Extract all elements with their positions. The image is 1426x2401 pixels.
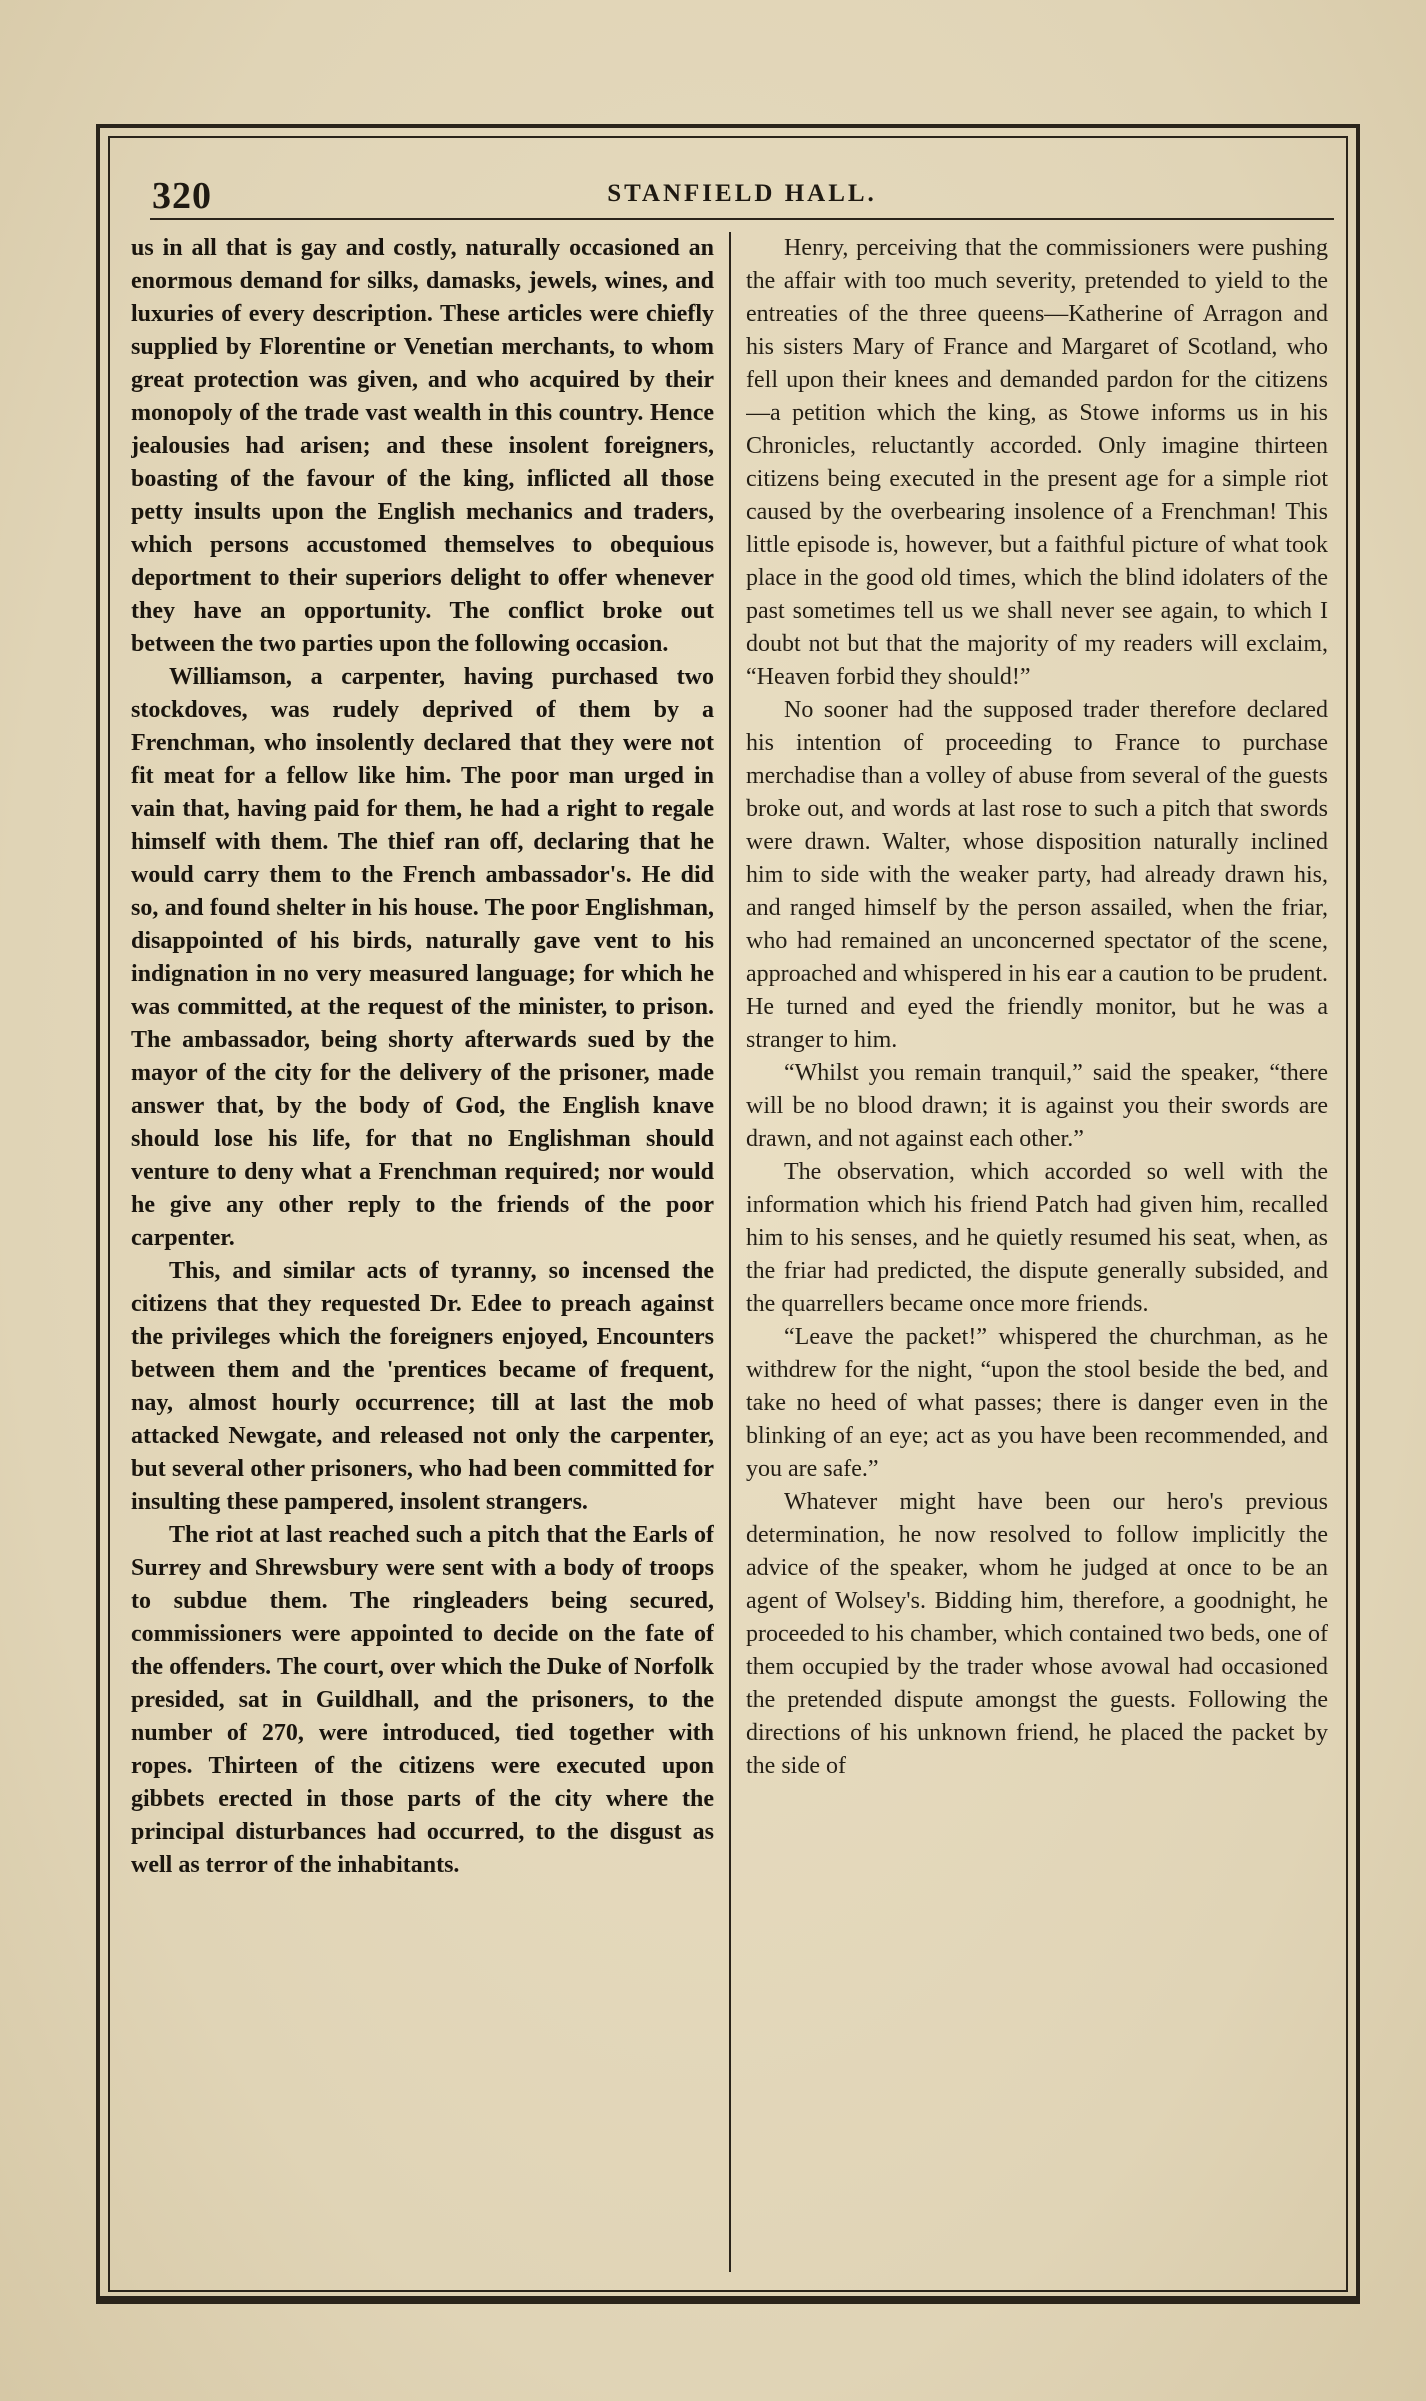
right-paragraph-2: No sooner had the supposed trader therefore declared his intention of proceeding to France to purchase merchadise than a volley of abuse from several of the guests broke out, and words at last rose to such a pitch that swords were drawn. Walter, whose disposition naturally inclined him to side with the weaker party, had already drawn his, and ranged himself by the person assailed, when the friar, who had remained an unconcerned spectator of the scene, approached and whispered in his ear a caution to be prudent. He turned and eyed the friendly monitor, but he was a stranger to him. [746,697,1328,1053]
left-column [131,232,714,2272]
right-paragraph-5: “Leave the packet!” whispered the churchman, as he withdrew for the night, “upon the stool beside the bed, and take no heed of what passes; there is danger even in the blinking of an eye; act as you have been recommended, and you are safe.” [746,1324,1328,1482]
right-paragraph-4: The observation, which accorded so well with the information which his friend Patch had given him, recalled him to his senses, and he quietly resumed his seat, when, as the friar had predicted, the dispute generally subsided, and the quarrellers became once more friends. [746,1159,1328,1317]
right-paragraph-3: “Whilst you remain tranquil,” said the speaker, “there will be no blood drawn; it is against you their swords are drawn, and not against each other.” [746,1060,1328,1152]
right-column [746,232,1328,2272]
column-divider [729,232,731,2272]
page-number: 320 [152,175,212,217]
bottom-rule [96,2296,1360,2302]
page-header [150,166,1334,220]
left-paragraph-2: Williamson, a carpenter, having purchased two stockdoves, was rudely deprived of them by a Frenchman, who insolently declared that they were not fit meat for a fellow like him. The poor man urged in vain that, having paid for them, he had a right to regale himself with them. The thief ran off, declaring that he would carry them to the French ambassador's. He did so, and found shelter in his house. The poor Englishman, disappointed of his birds, naturally gave vent to his indignation in no very measured language; for which he was committed, at the request of the minister, to prison. The ambassador, being shorty afterwards sued by the mayor of the city for the delivery of the prisoner, made answer that, by the body of God, the English knave should lose his life, for that no Englishman should venture to deny what a Frenchman required; nor would he give any other reply to the friends of the poor carpenter. [131,664,714,1251]
left-paragraph-1: us in all that is gay and costly, naturally occasioned an enormous demand for silks, damasks, jewels, wines, and luxuries of every description. These articles were chiefly supplied by Florentine or Venetian merchants, to whom great protection was given, and who acquired by their monopoly of the trade vast wealth in this country. Hence jealousies had arisen; and these insolent foreigners, boasting of the favour of the king, inflicted all those petty insults upon the English mechanics and traders, which persons accustomed themselves to obequious deportment to their superiors delight to offer whenever they have an opportunity. The conflict broke out between the two parties upon the following occasion. [131,235,714,657]
right-paragraph-6: Whatever might have been our hero's previous determination, he now resolved to follow implicitly the advice of the speaker, whom he judged at once to be an agent of Wolsey's. Bidding him, therefore, a goodnight, he proceeded to his chamber, which contained two beds, one of them occupied by the trader whose avowal had occasioned the pretended dispute amongst the guests. Following the directions of his unknown friend, he placed the packet by the side of [746,1489,1328,1779]
left-paragraph-3: This, and similar acts of tyranny, so incensed the citizens that they requested Dr. Edee to preach against the privileges which the foreigners enjoyed, Encounters between them and the 'prentices became of frequent, nay, almost hourly occurrence; till at last the mob attacked Newgate, and released not only the carpenter, but several other prisoners, who had been committed for insulting these pampered, insolent strangers. [131,1258,714,1515]
right-paragraph-1: Henry, perceiving that the commissioners were pushing the affair with too much severity, pretended to yield to the entreaties of the three queens—Katherine of Arragon and his sisters Mary of France and Margaret of Scotland, who fell upon their knees and demanded pardon for the citizens—a petition which the king, as Stowe informs us in his Chronicles, reluctantly accorded. Only imagine thirteen citizens being executed in the present age for a simple riot caused by the overbearing insolence of a Frenchman! This little episode is, however, but a faithful picture of what took place in the good old times, which the blind idolaters of the past sometimes tell us we shall never see again, to which I doubt not but that the majority of my readers will exclaim, “Heaven forbid they should!” [746,235,1328,690]
left-paragraph-4: The riot at last reached such a pitch that the Earls of Surrey and Shrewsbury were sent with a body of troops to subdue them. The ringleaders being secured, commissioners were appointed to decide on the fate of the offenders. The court, over which the Duke of Norfolk presided, sat in Guildhall, and the prisoners, to the number of 270, were introduced, tied together with ropes. Thirteen of the citizens were executed upon gibbets erected in those parts of the city where the principal disturbances had occurred, to the disgust as well as terror of the inhabitants. [131,1522,714,1878]
running-title: STANFIELD HALL. [607,180,877,207]
